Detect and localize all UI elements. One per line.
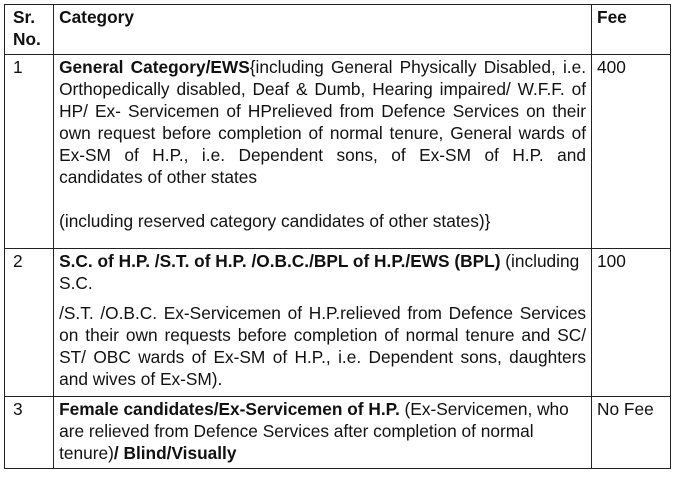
table-header-row: [5, 5, 671, 55]
row-2-fee: 100: [592, 249, 671, 397]
row-2-category-title: S.C. of H.P. /S.T. of H.P. /O.B.C./BPL of H.P./EWS (BPL): [59, 251, 501, 271]
row-3-sr: 3: [5, 397, 54, 469]
row-1-fee: 400: [592, 55, 671, 249]
fee-table: [4, 4, 671, 469]
row-3-fee: No Fee: [592, 397, 671, 469]
row-2-paragraph-1: [59, 250, 586, 294]
row-3-paragraph-1: [59, 398, 586, 464]
row-3-category-title: Female candidates/Ex-Servicemen of H.P.: [59, 399, 400, 419]
row-1-category-title: General Category/EWS: [59, 57, 250, 77]
row-2-category-detail: (including S.C.: [59, 251, 580, 293]
row-1-category: [54, 55, 592, 249]
row-1-paragraph-2: (including reserved category candidates of other states)}: [59, 211, 491, 231]
row-1-sr: 1: [5, 55, 54, 249]
row-2-sr: 2: [5, 249, 54, 397]
row-2-category: [54, 249, 592, 397]
table-row: [5, 397, 671, 469]
row-3-category: [54, 397, 592, 469]
row-1-category-detail: {including General Physically Disabled, i.e. Orthopedically disabled, Deaf & Dumb, Hearing impaired/ W.F.F. of HP/ Ex- Servicemen of HPrelieved from Defence Services on their own request before completion of normal tenure, General wards of Ex-SM of H.P., i.e. Dependent sons, of Ex-SM of H.P. and candidates of other states: [59, 57, 587, 187]
header-fee: Fee: [592, 5, 671, 55]
header-category: Category: [54, 5, 592, 55]
row-2-paragraph-2: /S.T. /O.B.C. Ex-Servicemen of H.P.relieved from Defence Services on their own requests before completion of normal tenure and SC/ ST/ OBC wards of Ex-SM of H.P., i.e. Dependent sons, daughters and wives of Ex-SM).: [59, 303, 587, 389]
table-row: [5, 249, 671, 397]
row-1-paragraph-1: [59, 56, 586, 188]
table-row: [5, 55, 671, 249]
row-3-category-title-continued: / Blind/Visually: [113, 443, 237, 463]
header-sr-no: Sr. No.: [5, 5, 54, 55]
row-3-category-detail: (Ex-Servicemen, who are relieved from Defence Services after completion of normal tenure): [59, 399, 569, 463]
